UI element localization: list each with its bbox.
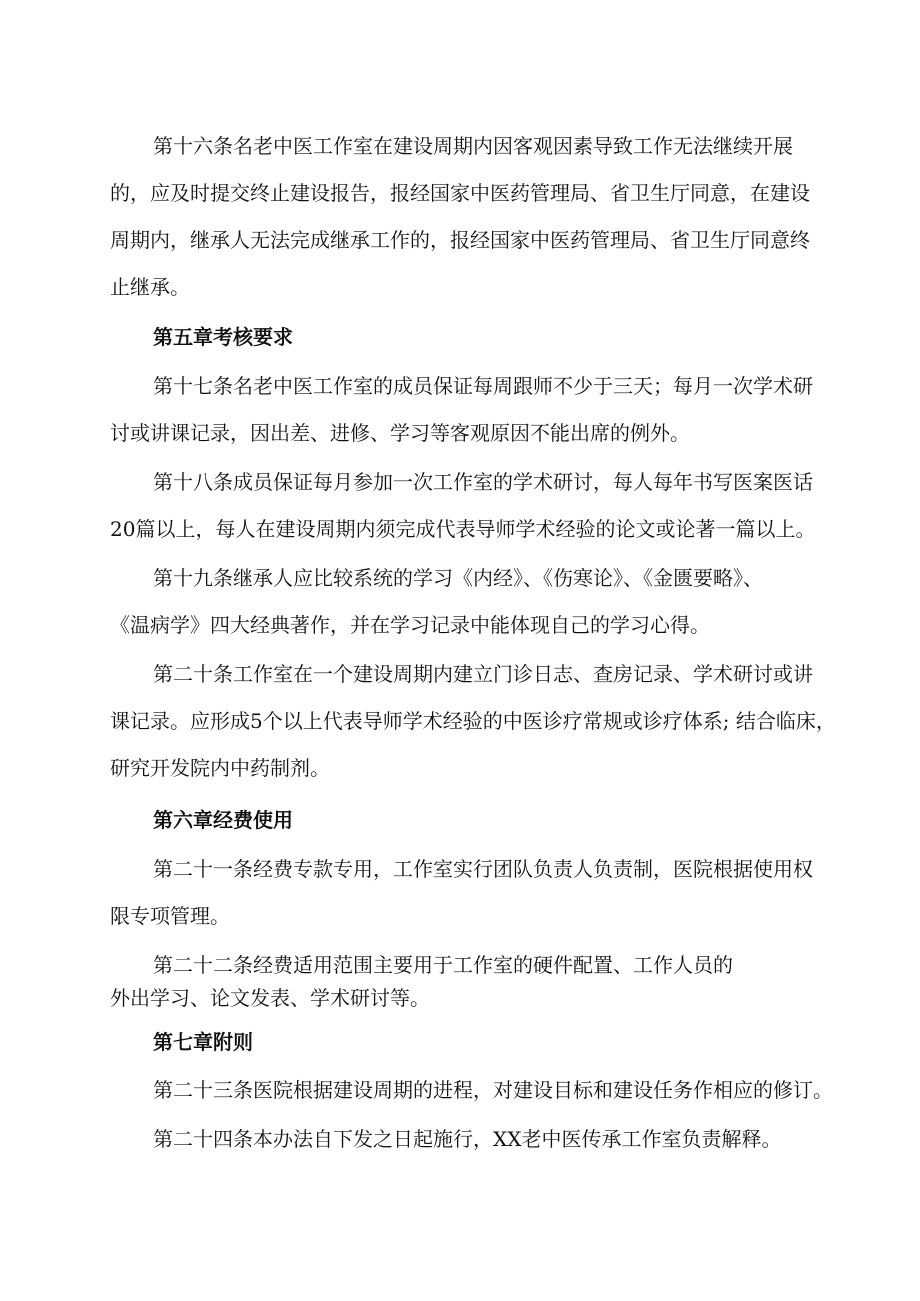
article-19-line-2: 《温病学》四大经典著作，并在学习记录中能体现自己的学习心得。 <box>110 613 710 637</box>
article-18-line-1: 第十八条成员保证每月参加一次工作室的学术研讨，每人每年书写医案医话 <box>153 470 813 494</box>
article-19-line-1: 第十九条继承人应比较系统的学习《内经》、《伤寒论》、《金匮要略》、 <box>153 566 763 590</box>
article-17-line-2: 讨或讲课记录，因出差、进修、学习等客观原因不能出席的例外。 <box>110 421 690 445</box>
article-20-line-2: 课记录。应形成5个以上代表导师学术经验的中医诊疗常规或诊疗体系; 结合临床， <box>110 709 836 733</box>
article-16-line-3: 周期内，继承人无法完成继承工作的，报经国家中医药管理局、省卫生厅同意终 <box>110 228 810 252</box>
article-21-line-1: 第二十一条经费专款专用，工作室实行团队负责人负责制，医院根据使用权 <box>153 857 813 881</box>
article-18-line-2: 20篇以上，每人在建设周期内须完成代表导师学术经验的论文或论著一篇以上。 <box>110 517 816 541</box>
article-24-line: 第二十四条本办法自下发之日起施行，XX老中医传承工作室负责解释。 <box>153 1127 782 1151</box>
article-16-line-4: 止继承。 <box>110 275 190 299</box>
article-22-line-2: 外出学习、论文发表、学术研讨等。 <box>110 986 430 1010</box>
article-17-line-1: 第十七条名老中医工作室的成员保证每周跟师不少于三天；每月一次学术研 <box>153 374 813 398</box>
article-22-line-1: 第二十二条经费适用范围主要用于工作室的硬件配置、工作人员的 <box>153 953 733 977</box>
article-21-line-2: 限专项管理。 <box>110 904 230 928</box>
article-20-line-3: 研究开发院内中药制剂。 <box>110 756 330 780</box>
chapter-7-heading: 第七章附则 <box>153 1030 253 1054</box>
article-20-line-1: 第二十条工作室在一个建设周期内建立门诊日志、查房记录、学术研讨或讲 <box>153 662 813 686</box>
chapter-5-heading: 第五章考核要求 <box>153 325 293 349</box>
chapter-6-heading: 第六章经费使用 <box>153 808 293 832</box>
article-23-line: 第二十三条医院根据建设周期的进程，对建设目标和建设任务作相应的修订。 <box>153 1078 833 1102</box>
article-16-line-2: 的，应及时提交终止建设报告，报经国家中医药管理局、省卫生厅同意，在建设 <box>110 181 810 205</box>
article-16-line-1: 第十六条名老中医工作室在建设周期内因客观因素导致工作无法继续开展 <box>153 134 793 158</box>
